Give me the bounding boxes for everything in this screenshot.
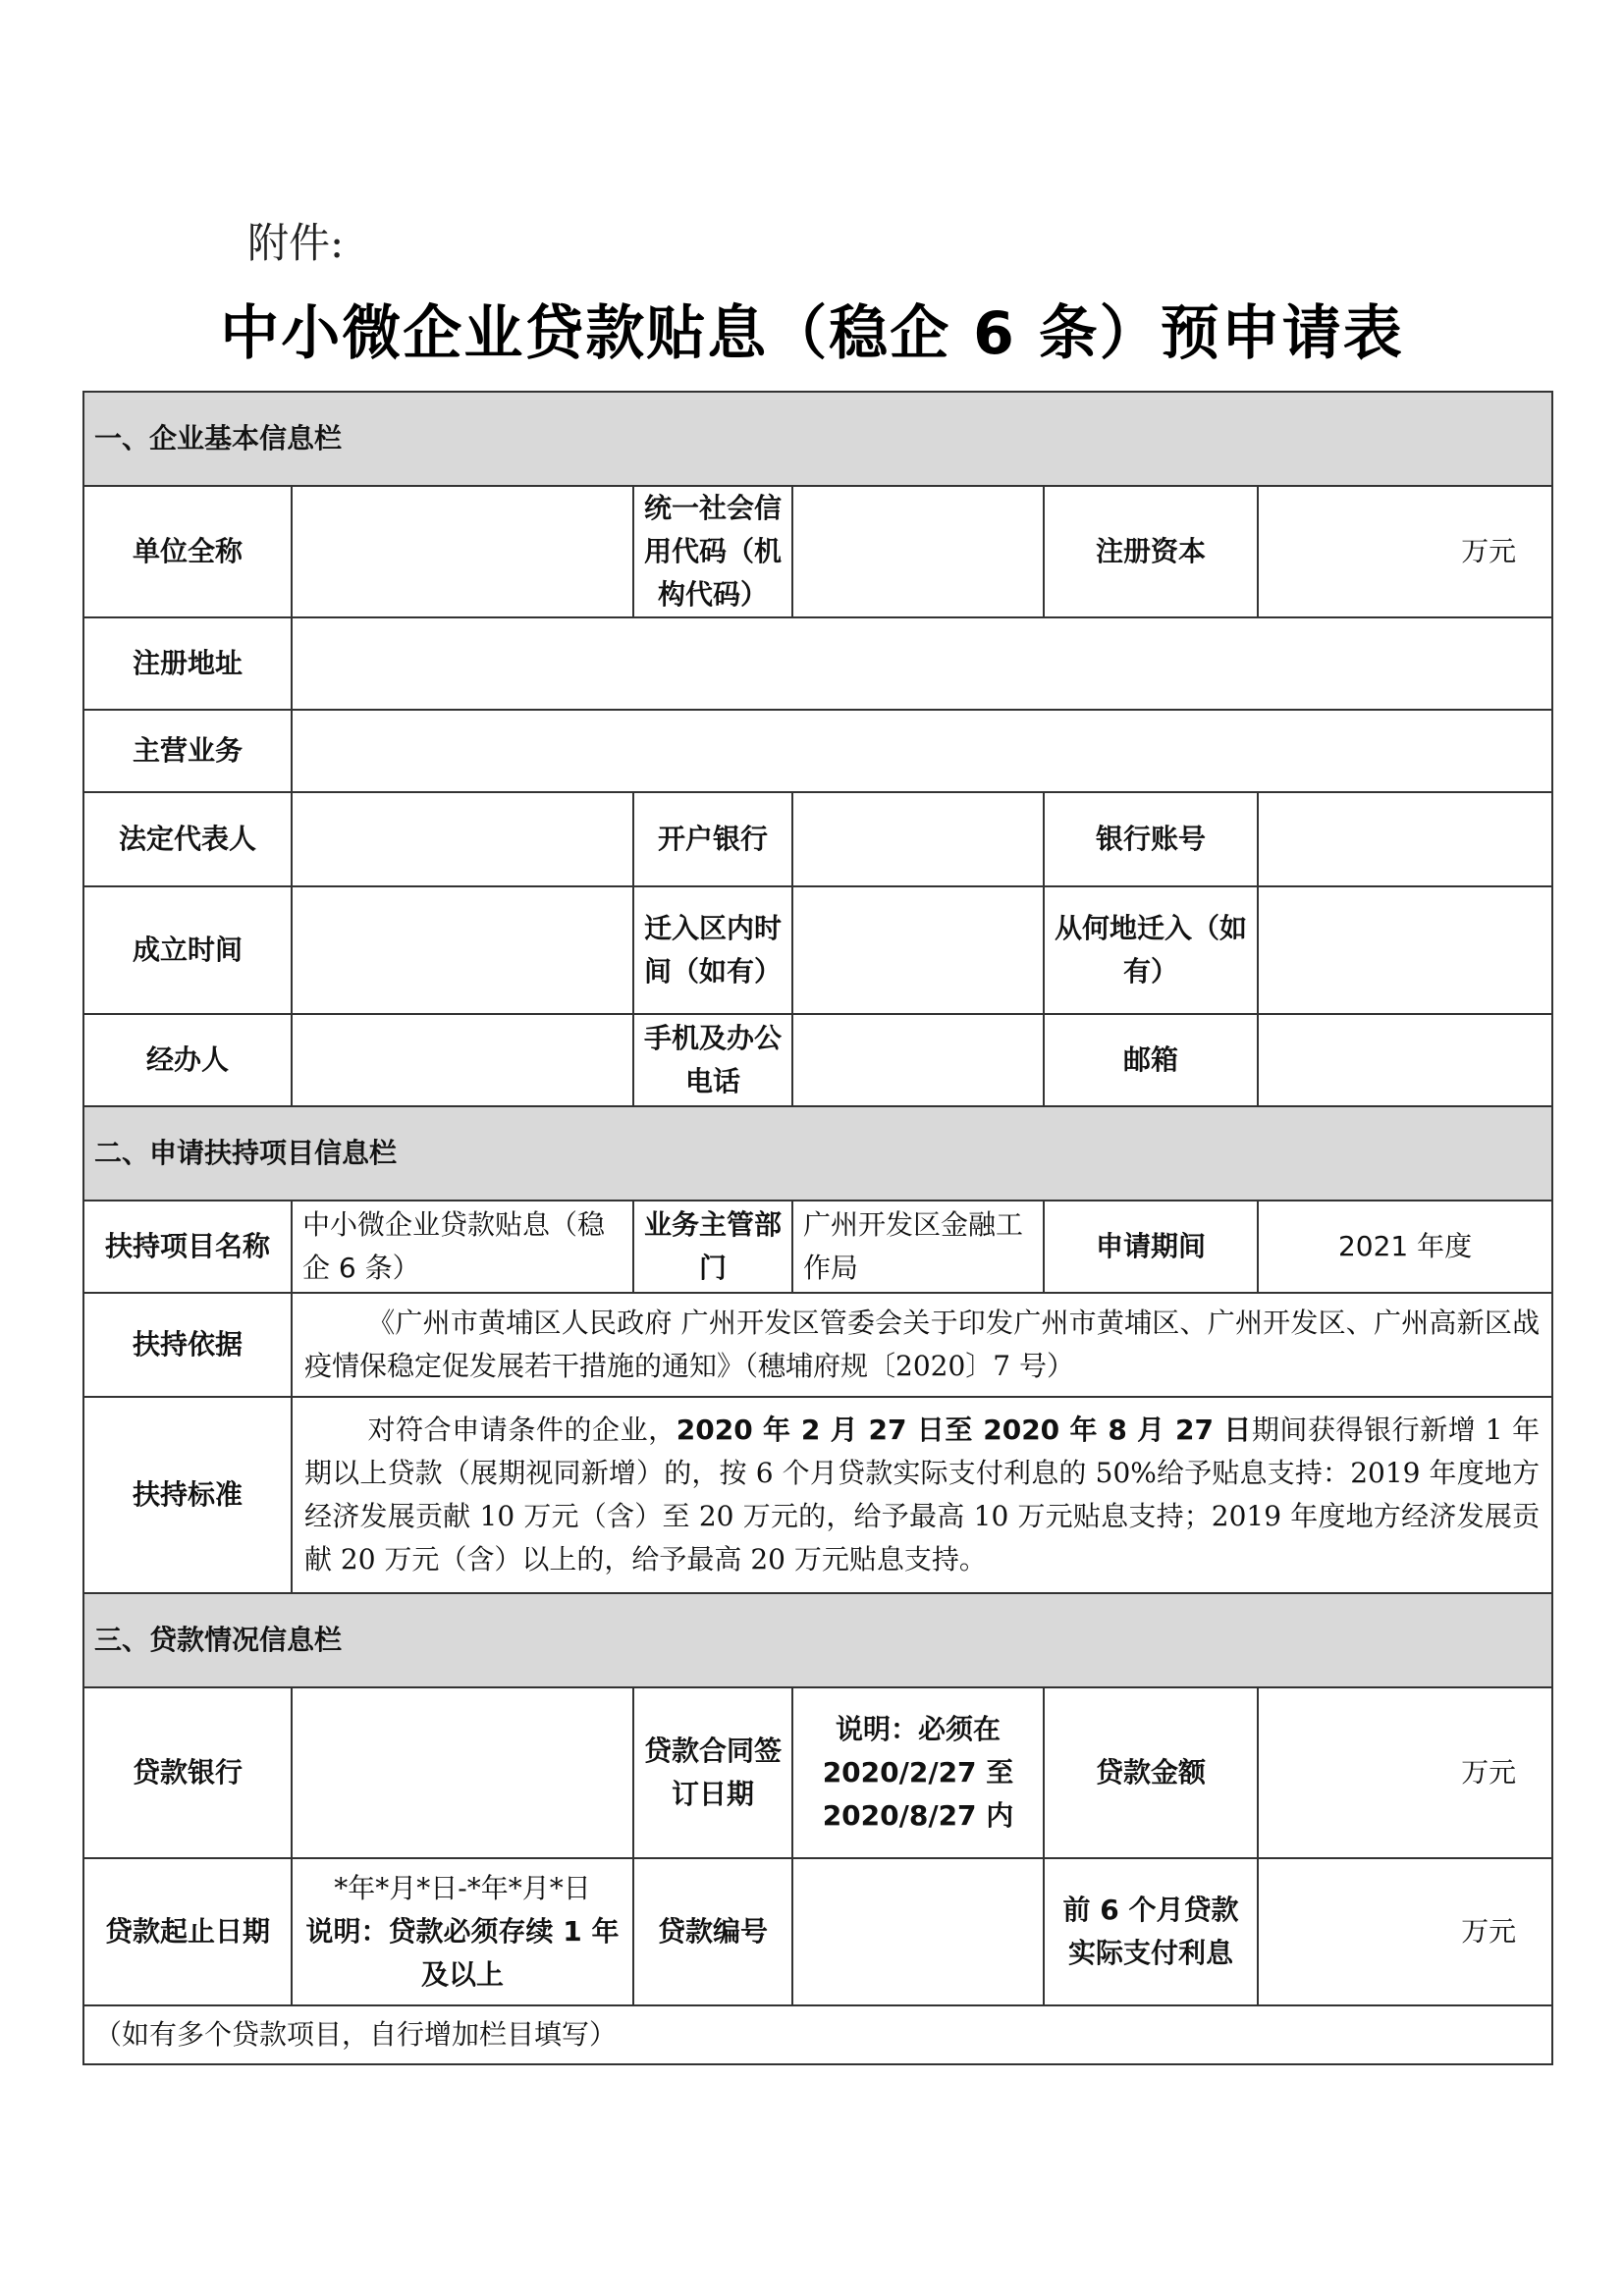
- section-title: 三、贷款情况信息栏: [83, 1593, 1552, 1687]
- attachment-label: 附件:: [247, 219, 345, 267]
- contract-date-note[interactable]: 说明：必须在2020/2/27 至2020/8/27 内: [792, 1687, 1044, 1858]
- project-value: 中小微企业贷款贴息（稳企 6 条）: [292, 1201, 633, 1293]
- founded-field[interactable]: [292, 886, 633, 1014]
- registered-capital-field[interactable]: [1258, 486, 1552, 617]
- application-form-table: [82, 391, 1553, 2065]
- address-field[interactable]: [292, 617, 1552, 710]
- table-row: [83, 792, 1552, 886]
- standard-label: 扶持标准: [83, 1397, 292, 1593]
- business-label: 主营业务: [83, 710, 292, 792]
- footer-note: （如有多个贷款项目，自行增加栏目填写）: [83, 2005, 1552, 2064]
- form-title: 中小微企业贷款贴息（稳企 6 条）预申请表: [220, 299, 1404, 368]
- section-header-loan-info: [83, 1593, 1552, 1687]
- table-row: [83, 617, 1552, 710]
- table-row: [83, 1014, 1552, 1106]
- section-title: 一、企业基本信息栏: [83, 392, 1552, 486]
- legal-rep-field[interactable]: [292, 792, 633, 886]
- table-row: [83, 1687, 1552, 1858]
- standard-date-range: 2020 年 2 月 27 日至 2020 年 8 月 27 日: [676, 1414, 1252, 1446]
- interest-label: 前 6 个月贷款实际支付利息: [1044, 1858, 1258, 2005]
- loan-no-field[interactable]: [792, 1858, 1044, 2005]
- bank-field[interactable]: [792, 792, 1044, 886]
- phone-field[interactable]: [792, 1014, 1044, 1106]
- dept-label: 业务主管部门: [633, 1201, 792, 1293]
- account-field[interactable]: [1258, 792, 1552, 886]
- phone-label: 手机及办公电话: [633, 1014, 792, 1106]
- contract-date-label: 贷款合同签订日期: [633, 1687, 792, 1858]
- account-label: 银行账号: [1044, 792, 1258, 886]
- standard-post: 期间获得银行新增 1 年期以上贷款（展期视同新增）的，按 6 个月贷款实际支付利息的 50%给予贴息支持：2019 年度地方经济发展贡献 10 万元（含）至 20 万元的，给予最高 10 万元贴息支持；2019 年度地方经济发展贡献 20 万元（含）以上的，给予最高 20 万元贴息支持。: [304, 1414, 1541, 1575]
- email-label: 邮箱: [1044, 1014, 1258, 1106]
- company-name-field[interactable]: [292, 486, 633, 617]
- business-field[interactable]: [292, 710, 1552, 792]
- table-row: [83, 1201, 1552, 1293]
- registered-capital-label: 注册资本: [1044, 486, 1258, 617]
- table-row: [83, 1858, 1552, 2005]
- moved-in-label: 迁入区内时间（如有）: [633, 886, 792, 1014]
- loan-amount-label: 贷款金额: [1044, 1687, 1258, 1858]
- table-row: [83, 486, 1552, 617]
- unit-label: 万元: [1461, 1756, 1517, 1789]
- loan-period-note: 说明：贷款必须存续 1 年及以上: [305, 1915, 620, 1991]
- project-label: 扶持项目名称: [83, 1201, 292, 1293]
- standard-text: [292, 1397, 1552, 1593]
- loan-period-label: 贷款起止日期: [83, 1858, 292, 2005]
- email-field[interactable]: [1258, 1014, 1552, 1106]
- unit-label: 万元: [1461, 535, 1517, 567]
- table-row: [83, 1293, 1552, 1397]
- legal-rep-label: 法定代表人: [83, 792, 292, 886]
- founded-label: 成立时间: [83, 886, 292, 1014]
- table-row: [83, 886, 1552, 1014]
- address-label: 注册地址: [83, 617, 292, 710]
- moved-from-label: 从何地迁入（如有）: [1044, 886, 1258, 1014]
- loan-no-label: 贷款编号: [633, 1858, 792, 2005]
- basis-text: [292, 1293, 1552, 1397]
- moved-in-field[interactable]: [792, 886, 1044, 1014]
- bank-label: 开户银行: [633, 792, 792, 886]
- period-value: 2021 年度: [1258, 1201, 1552, 1293]
- loan-bank-label: 贷款银行: [83, 1687, 292, 1858]
- section-title: 二、申请扶持项目信息栏: [83, 1106, 1552, 1201]
- handler-field[interactable]: [292, 1014, 633, 1106]
- standard-pre: 对符合申请条件的企业，: [367, 1414, 677, 1446]
- dept-value: 广州开发区金融工作局: [792, 1201, 1044, 1293]
- table-row: [83, 710, 1552, 792]
- table-row: [83, 1397, 1552, 1593]
- credit-code-field[interactable]: [792, 486, 1044, 617]
- credit-code-label: 统一社会信用代码（机构代码）: [633, 486, 792, 617]
- loan-period-field[interactable]: [292, 1858, 633, 2005]
- table-row: [83, 2005, 1552, 2064]
- basis-body: 《广州市黄埔区人民政府 广州开发区管委会关于印发广州市黄埔区、广州开发区、广州高新区战疫情保稳定促发展若干措施的通知》（穗埔府规〔2020〕7 号）: [304, 1307, 1541, 1382]
- handler-label: 经办人: [83, 1014, 292, 1106]
- loan-bank-field[interactable]: [292, 1687, 633, 1858]
- loan-amount-field[interactable]: [1258, 1687, 1552, 1858]
- interest-field[interactable]: [1258, 1858, 1552, 2005]
- section-header-basic-info: [83, 392, 1552, 486]
- section-header-project-info: [83, 1106, 1552, 1201]
- loan-period-format: *年*月*日-*年*月*日: [334, 1872, 591, 1904]
- company-name-label: 单位全称: [83, 486, 292, 617]
- period-label: 申请期间: [1044, 1201, 1258, 1293]
- moved-from-field[interactable]: [1258, 886, 1552, 1014]
- unit-label: 万元: [1461, 1915, 1517, 1948]
- basis-label: 扶持依据: [83, 1293, 292, 1397]
